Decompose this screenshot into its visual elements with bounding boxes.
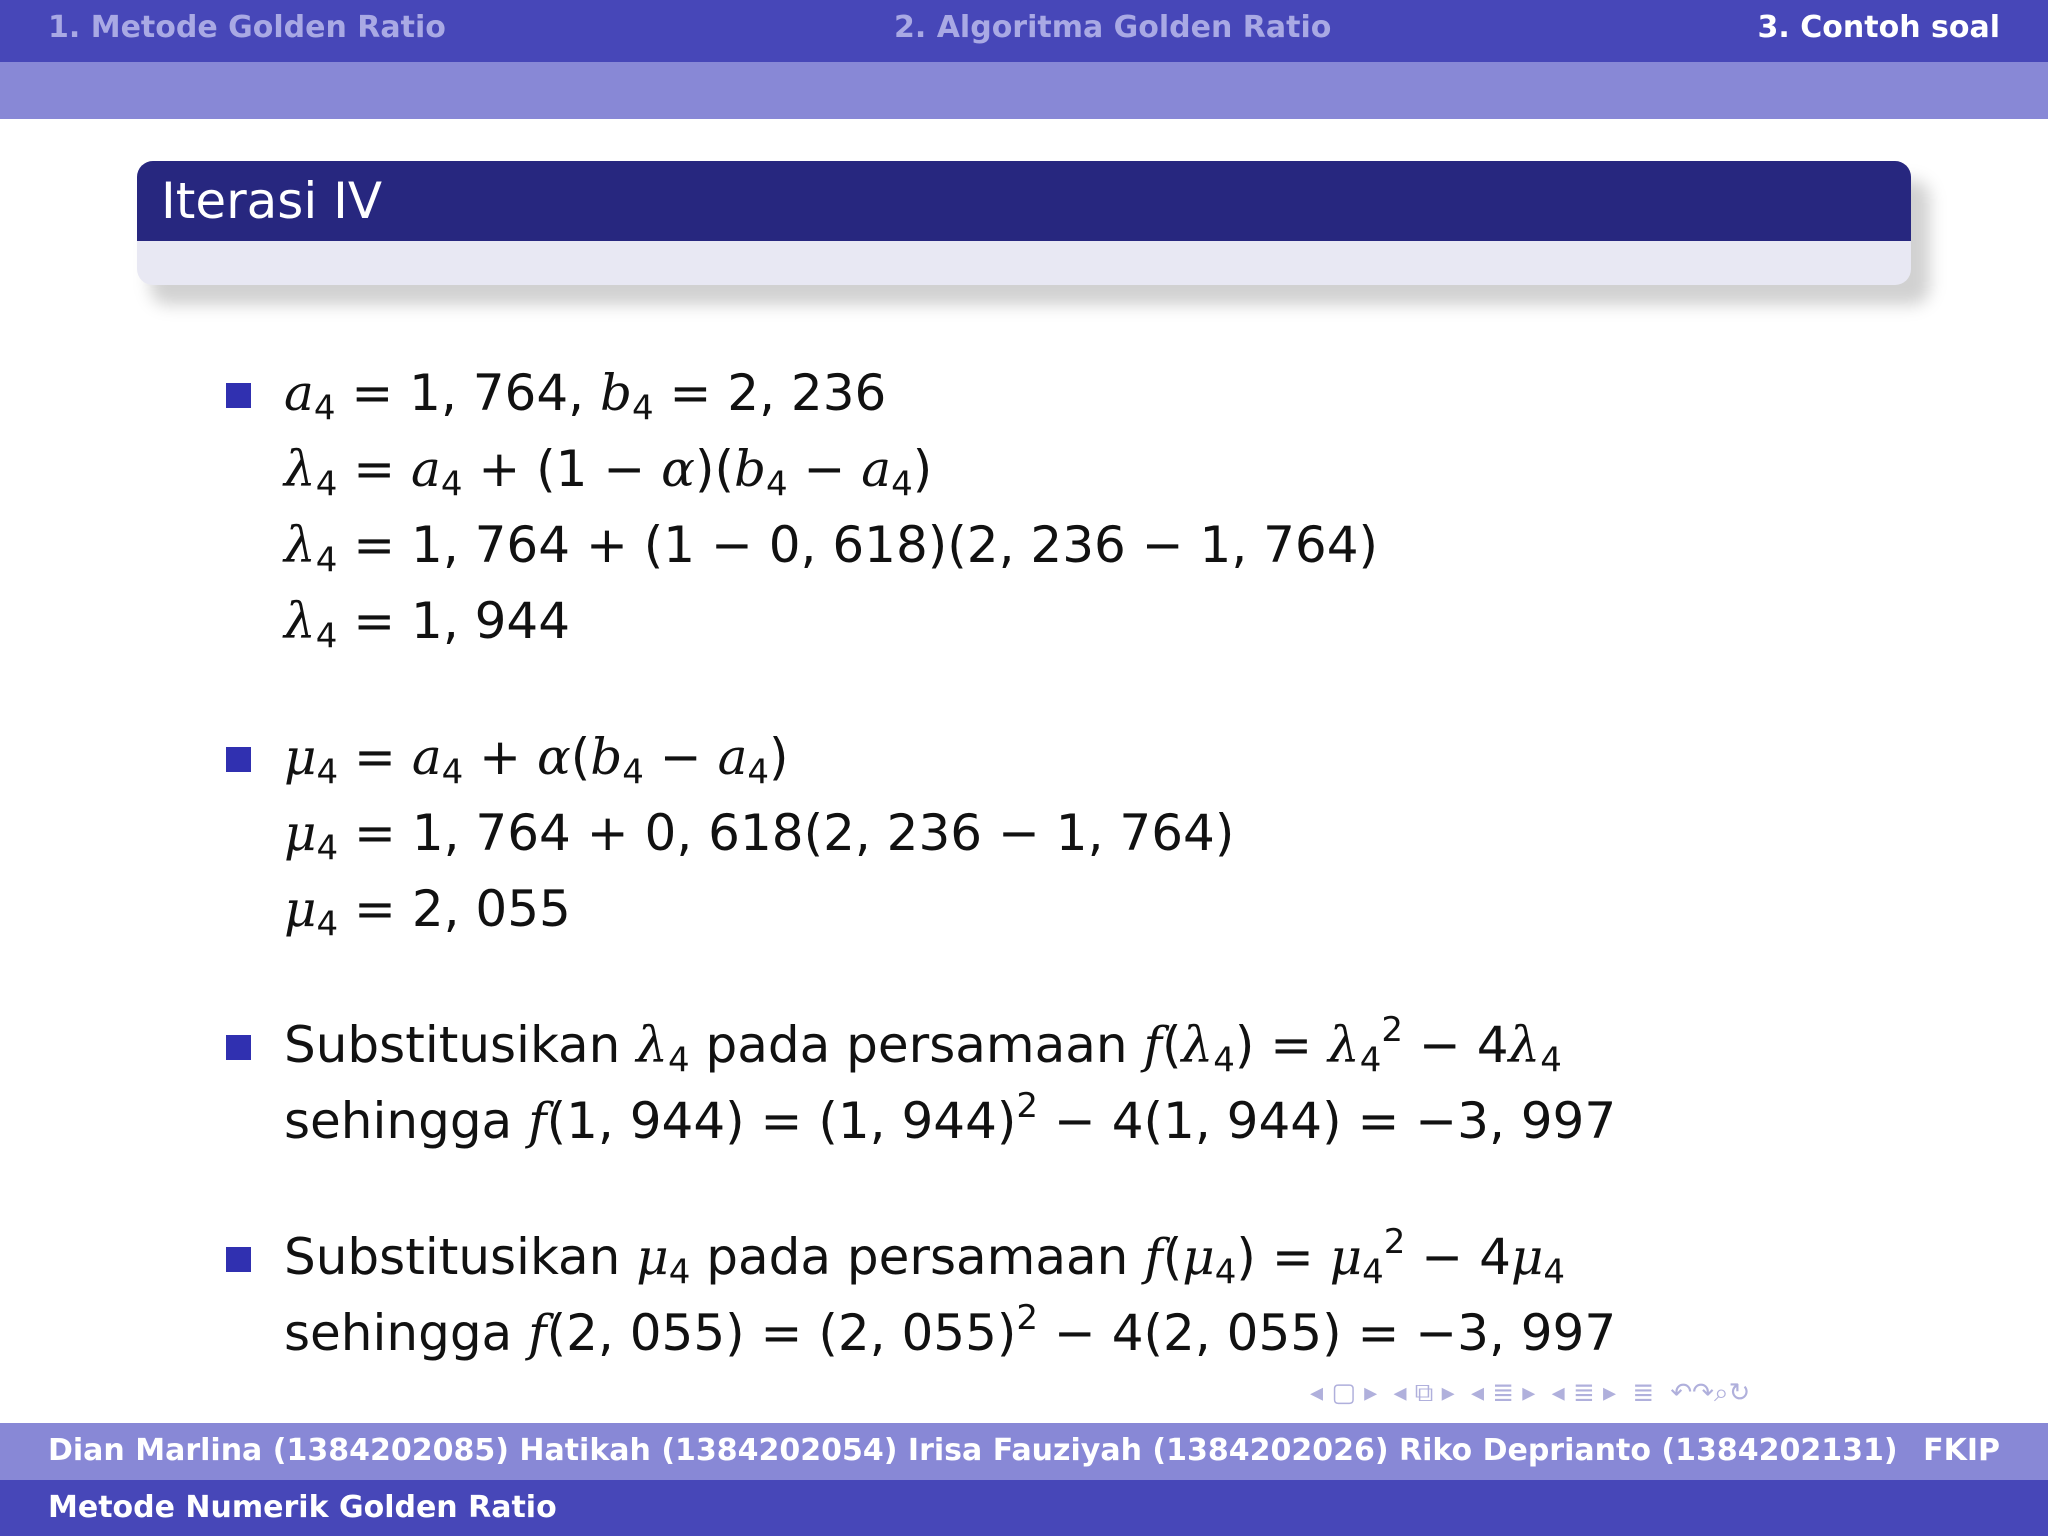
list-item-substitusi-lambda [224,1007,1924,1159]
slide-content [224,355,1924,1371]
block-title: Iterasi IV [137,161,1911,241]
subscript: 4 [622,752,644,793]
subscript: 4 [1540,1040,1562,1081]
subscript: 4 [316,828,339,869]
subscript: 4 [313,388,336,429]
subscript: 4 [315,540,338,581]
text-line [284,1295,1924,1371]
formula-text: = 2, 055 [338,880,571,938]
footer-authors: Dian Marlina (1384202085) Hatikah (1384202054) Irisa Fauziyah (1384202026) Riko Deprianto (1384202131) [48,1433,1898,1468]
var-f: f [528,1304,547,1362]
superscript: 2 [1383,1221,1406,1262]
superscript: 2 [1016,1085,1039,1126]
text-line [284,1007,1924,1083]
beamer-navigation-symbols [1310,1378,1758,1406]
formula-text: = 1, 764, [335,364,600,422]
var-a: a [411,440,441,498]
formula-text: − 4 [1403,1016,1509,1074]
section-next-nav-icon[interactable]: ◂ ≣ ▸ [1551,1378,1617,1408]
var-a: a [717,728,748,786]
search-icon[interactable]: ↶↷⌕↻ [1670,1378,1751,1408]
subscript: 4 [315,616,338,657]
subscript: 4 [747,752,770,793]
formula-text: ( [1161,1016,1182,1074]
body-text: Substitusikan [284,1016,637,1074]
text-line [284,1083,1924,1159]
formula-text: )( [694,440,734,498]
subscript: 4 [668,1252,691,1293]
var-mu: μ [284,728,317,786]
subscript: 4 [1362,1252,1384,1293]
subscript: 4 [765,464,788,505]
var-mu: μ [284,880,317,938]
bullet-square-icon [226,1247,251,1272]
var-lambda: λ [1508,1016,1541,1074]
subscript: 4 [440,464,463,505]
var-a: a [284,364,314,422]
subscript: 4 [316,752,339,793]
formula-text: (1, 944) = (1, 944) [546,1092,1017,1150]
formula-text: = [338,728,412,786]
list-item-substitusi-mu [224,1219,1924,1371]
footer-talk-title: Metode Numerik Golden Ratio [48,1490,557,1525]
var-f: f [1143,1016,1162,1074]
var-lambda: λ [284,516,316,574]
var-mu: μ [1510,1228,1544,1286]
bullet-square-icon [226,383,251,408]
footer-title-bar [0,1480,2048,1536]
var-a: a [411,728,442,786]
formula-line [284,507,1924,583]
var-lambda: λ [284,440,316,498]
formula-text: = 2, 236 [653,364,887,422]
formula-text: − [787,440,862,498]
iterasi-block [137,161,1911,285]
var-b: b [599,364,632,422]
formula-text: ) = [1234,1016,1329,1074]
var-mu: μ [1329,1228,1363,1286]
var-a: a [861,440,892,498]
subscript: 4 [315,464,338,505]
subscript: 4 [891,464,913,505]
var-b: b [733,440,766,498]
body-text: sehingga [284,1304,529,1362]
subscript: 4 [441,752,464,793]
list-item-mu [224,719,1924,947]
text-line [284,1219,1924,1295]
superscript: 2 [1016,1297,1039,1338]
nav-section-metode[interactable]: 1. Metode Golden Ratio [48,10,446,45]
body-text: pada persamaan [690,1228,1145,1286]
formula-text: − 4(2, 055) = −3, 997 [1038,1304,1617,1362]
nav-section-algoritma[interactable]: 2. Algoritma Golden Ratio [894,10,1332,45]
var-mu: μ [636,1228,669,1286]
subscript: 4 [1543,1252,1566,1293]
formula-text: + [463,728,537,786]
bullet-square-icon [226,1035,251,1060]
formula-text: = 1, 944 [337,592,571,650]
formula-line [284,719,1924,795]
var-lambda: λ [284,592,316,650]
formula-text: = [337,440,412,498]
subsection-nav-icon[interactable]: ◂ ⧉ ▸ [1393,1378,1455,1408]
header-navigation [0,0,2048,62]
section-prev-nav-icon[interactable]: ◂ ≣ ▸ [1470,1378,1536,1408]
formula-line [284,871,1924,947]
var-alpha: α [536,728,571,786]
bullet-square-icon [226,747,251,772]
subscript: 4 [316,904,339,945]
var-f: f [528,1092,547,1150]
formula-line [284,583,1924,659]
formula-text: − 4 [1405,1228,1511,1286]
formula-text: = 1, 764 + 0, 618(2, 236 − 1, 764) [338,804,1235,862]
formula-text: + (1 − [462,440,662,498]
var-f: f [1144,1228,1163,1286]
subscript: 4 [1214,1252,1237,1293]
subscript: 4 [631,388,654,429]
var-lambda: λ [1181,1016,1214,1074]
subscript: 4 [1359,1040,1382,1081]
var-alpha: α [661,440,695,498]
body-text: pada persamaan [689,1016,1144,1074]
formula-text: ) = [1236,1228,1330,1286]
var-lambda: λ [636,1016,668,1074]
footer-authors-bar [0,1423,2048,1480]
formula-text: ( [570,728,591,786]
header-subbar [0,62,2048,119]
formula-text: − 4(1, 944) = −3, 997 [1038,1092,1617,1150]
list-item-lambda [224,355,1924,659]
var-b: b [590,728,623,786]
formula-line [284,431,1924,507]
formula-text: (2, 055) = (2, 055) [546,1304,1017,1362]
formula-line [284,795,1924,871]
formula-text: ) [912,440,933,498]
body-text: sehingga [284,1092,529,1150]
body-text: Substitusikan [284,1228,637,1286]
formula-text: ) [769,728,789,786]
formula-text: = 1, 764 + (1 − 0, 618)(2, 236 − 1, 764) [337,516,1379,574]
align-icon[interactable]: ≣ [1632,1378,1655,1408]
var-lambda: λ [1328,1016,1360,1074]
superscript: 2 [1381,1009,1404,1050]
frame-nav-icon[interactable]: ◂ ▢ ▸ [1310,1378,1378,1408]
subscript: 4 [1213,1040,1235,1081]
nav-section-contoh-soal[interactable]: 3. Contoh soal [1757,10,2000,45]
var-mu: μ [284,804,317,862]
subscript: 4 [667,1040,690,1081]
var-mu: μ [1182,1228,1215,1286]
formula-text: ( [1162,1228,1183,1286]
formula-text: − [643,728,718,786]
footer-institution: FKIP [1923,1433,2000,1468]
formula-line [284,355,1924,431]
